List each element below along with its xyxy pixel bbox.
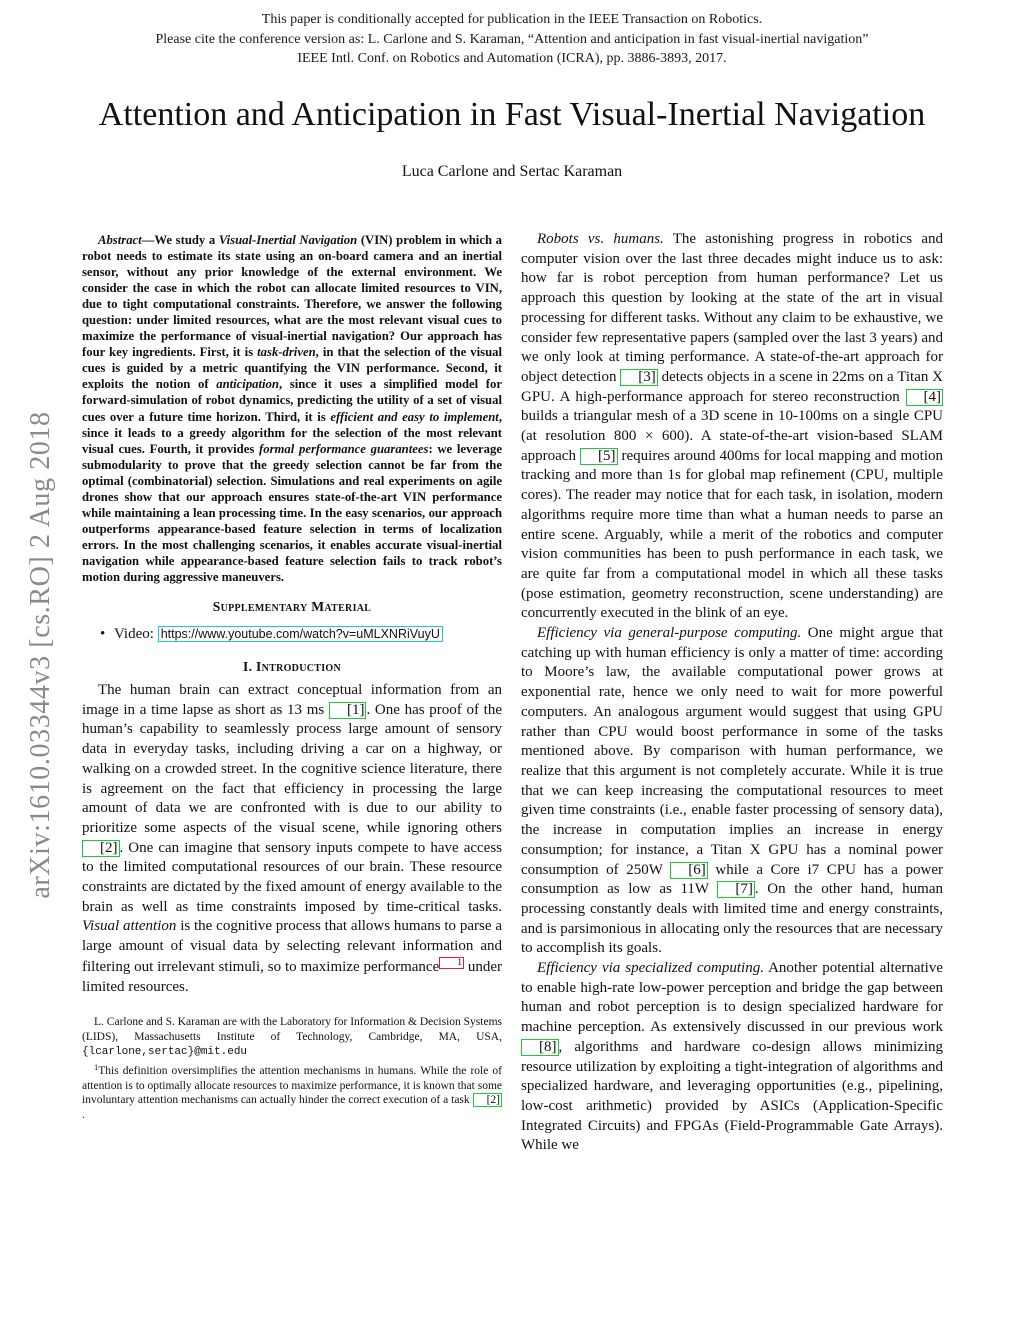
affiliation-text: L. Carlone and S. Karaman are with the Laboratory for Information & Decision Systems (LIDS), Massachusetts Institute of Technology, Cambridge, MA, USA, xyxy=(82,1016,502,1043)
paragraph-text: requires around 400ms for local mapping and motion tracking and more than 1s for global map refinement (CPU, multiple cores). The reader may notice that for each task, in isolation, modern algorithms require more time than what a human needs to parse an entire scene. Arguably, while a merit of the robotics and computer vision communities has been to push performance in each task, we are quite far from a computational model in which all these tasks (pose estimation, geometry reconstruction, scene understanding) are concurrently executed in the blink of an eye. xyxy=(521,447,943,622)
intro-text: is the cognitive process that allows humans to parse a large amount of visual data by selecting relevant information and filtering out irrelevant stimuli, so to maximize performance xyxy=(82,918,502,975)
abstract-text: : we leverage submodularity to prove that the greedy selection cannot be far from the optimal (combinatorial) selection. Simulations and real experiments on agile drones show that our approach ensures state-of-the-art VIN performance while maintaining a lean processing time. In the easy scenarios, our approach outperforms appearance-based feature selection in terms of localization errors. In the most challenging scenarios, it enables accurate visual-inertial navigation while appearance-based feature selection fails to track robot’s motion during aggressive maneuvers. xyxy=(82,441,502,584)
video-label: Video: xyxy=(114,626,158,643)
footnote-1 xyxy=(82,1060,502,1122)
intro-text: . One has proof of the human’s capability to seamlessly process large amount of sensory data in everyday tasks, including driving a car on a highway, or walking on a crowded street. In the cognitive science literature, there is agreement on the fact that efficiency in processing the large amount of data we are confronted with is due to our ability to prioritize some aspects of the visual scene, while ignoring others xyxy=(82,701,502,836)
paragraph-text: One might argue that catching up with human efficiency is only a matter of time: according to Moore’s law, the available computational power grows at exponential rate, hence we only need to wait for more powerful computers. An analogous argument would suggest that using GPU rather than CPU would boost performance in some of the tasks mentioned above. By comparison with human performance, we realize that this argument is not completely accurate. While it is true that we can keep increasing the computational resources to meet given time constraints (i.e., enable faster processing of sensory data), the increase in computation implies an increase in energy consumption; for instance, a Titan X GPU has a nominal power consumption of 250W xyxy=(521,625,944,878)
left-column xyxy=(82,232,502,1122)
video-link[interactable]: https://www.youtube.com/watch?v=uMLXNRiVuyU xyxy=(158,626,443,642)
footnote-text: . xyxy=(82,1108,85,1121)
paragraph-lead: Efficiency via specialized computing. xyxy=(537,960,764,977)
citation-link[interactable]: [8] xyxy=(521,1039,559,1056)
footnotes xyxy=(82,1015,502,1122)
notice-line-1: This paper is conditionally accepted for publication in the IEEE Transaction on Robotics. xyxy=(261,12,763,27)
abstract-emphasis: efficient and easy to implement xyxy=(330,409,499,424)
abstract-emphasis: task-driven xyxy=(257,345,316,360)
arxiv-stamp-text: arXiv:1610.03344v3 [cs.RO] 2 Aug 2018 xyxy=(25,411,56,899)
notice-line-3: IEEE Intl. Conf. on Robotics and Automation (ICRA), pp. 3886-3893, 2017. xyxy=(297,51,727,66)
video-item xyxy=(82,624,502,644)
abstract-label: Abstract xyxy=(98,233,142,247)
intro-emphasis: Visual attention xyxy=(82,918,177,935)
citation-link[interactable]: [6] xyxy=(670,862,708,879)
abstract-emphasis: Visual-Inertial Navigation xyxy=(218,233,358,247)
footnote-number: 1 xyxy=(94,1062,99,1073)
author-emails: {lcarlone,sertac}@mit.edu xyxy=(82,1046,248,1059)
paragraph-text: builds a triangular mesh of a 3D scene in 10-100ms on a single CPU (at resolution 800 × 600). A state-of-the-art vision-based SLAM approach xyxy=(521,408,943,464)
intro-text: under limited resources. xyxy=(82,958,503,995)
citation-link[interactable]: [2] xyxy=(473,1093,502,1107)
section-number: I. xyxy=(242,659,256,675)
robots-vs-humans-paragraph xyxy=(521,230,943,624)
abstract-text: , since it uses a simplified model for forward-simulation of robot dynamics, predicting the utility of a set of visual cues over a future time horizon. Third, it is xyxy=(82,377,503,424)
affiliation-footnote xyxy=(82,1015,502,1060)
citation-link[interactable]: [5] xyxy=(580,448,618,465)
paper-authors: Luca Carlone and Sertac Karaman xyxy=(401,163,623,180)
general-purpose-computing-paragraph xyxy=(521,624,943,959)
citation-link[interactable]: [1] xyxy=(329,702,367,719)
abstract-emphasis: formal performance guarantees xyxy=(259,441,429,456)
specialized-computing-paragraph xyxy=(521,959,943,1156)
arxiv-stamp xyxy=(23,355,59,955)
abstract-text: , since it leads to a greedy algorithm for the selection of the most relevant visual cues. Fourth, it provides xyxy=(82,409,502,456)
publication-notice xyxy=(0,10,1024,69)
citation-link[interactable]: [4] xyxy=(906,389,944,406)
paragraph-text: . On the other hand, human processing constantly deals with limited time and energy constraints, and is parsimonious in allocating only the resources that are necessary to accomplish its goals. xyxy=(521,881,943,957)
bullet-icon: • xyxy=(100,626,106,643)
paragraph-text: detects objects in a scene in 22ms on a Titan X GPU. A high-performance approach for stereo reconstruction xyxy=(521,368,943,405)
abstract-emphasis: anticipation xyxy=(216,377,279,392)
footnote-link[interactable]: 1 xyxy=(439,957,464,969)
paragraph-text: The astonishing progress in robotics and computer vision over the last three decades might induce us to ask: how far is robot perception from human performance? Let us approach this question by looking at the state of the art in visual processing for different tasks. Without any claim to be exhaustive, we consider few representative papers (sampled over the last 3 years) and we only look at timing performance. A state-of-the-art approach for object detection xyxy=(521,231,944,385)
abstract-text: (VIN) problem in which a robot needs to estimate its state using an on-board camera and an inertial sensor, without any prior knowledge of the external environment. We consider the case in which the robot can allocate limited resources to VIN, due to tight computational constraints. Therefore, we answer the following question: under limited resources, what are the most relevant visual cues to maximize the performance of visual-inertial navigation? Our approach has four key ingredients. First, it is xyxy=(82,233,502,360)
citation-link[interactable]: [2] xyxy=(82,840,120,857)
introduction-heading xyxy=(82,658,502,675)
abstract xyxy=(82,232,502,585)
abstract-text: —We study a xyxy=(141,233,219,247)
supplementary-heading: Supplementary Material xyxy=(212,599,372,615)
right-column xyxy=(521,230,943,1156)
paragraph-lead: Efficiency via general-purpose computing. xyxy=(537,625,802,642)
abstract-text: , in that the selection of the visual cues is guided by a metric quantifying the VIN performance. Second, it exploits the notion of xyxy=(82,345,502,392)
notice-line-2: Please cite the conference version as: L. Carlone and S. Karaman, “Attention and anticipation in fast visual-inertial navigation” xyxy=(155,31,869,47)
paragraph-text: Another potential alternative to enable high-rate low-power perception and bridge the gap between human and robot perception is to design specialized hardware for machine perception. As extensively discussed in our previous work xyxy=(521,960,943,1036)
paragraph-text: , algorithms and hardware co-design allows minimizing resource utilization by exploiting a tight-integration of algorithms and specialized hardware, and leveraging opportunities (e.g., pipelining, low-cost arithmetic) provided by ASICs (Application-Specific Integrated Circuits) and FPGAs (Field-Programmable Gate Arrays). While we xyxy=(521,1038,943,1154)
footnote-text: This definition oversimplifies the attention mechanisms in humans. While the role of attention is to optimally allocate resources to maximize performance, it is known that some involuntary attention mechanisms can actually hinder the correct execution of a task xyxy=(82,1065,502,1107)
paper-title: Attention and Anticipation in Fast Visual-Inertial Navigation xyxy=(98,96,926,133)
intro-text: The human brain can extract conceptual information from an image in a time lapse as short as 13 ms xyxy=(82,682,502,718)
intro-paragraph xyxy=(82,681,502,997)
paragraph-lead: Robots vs. humans. xyxy=(537,231,664,247)
intro-text: . One can imagine that sensory inputs compete to have access to the limited computational resources of our brain. These resource constraints are dictated by the fixed amount of energy available to the brain as well as time constraints imposed by time-critical tasks. xyxy=(82,839,502,915)
paragraph-text: while a Core i7 CPU has a power consumption as low as 11W xyxy=(521,861,943,898)
section-title: Introduction xyxy=(255,659,341,675)
citation-link[interactable]: [7] xyxy=(717,881,755,898)
citation-link[interactable]: [3] xyxy=(620,369,658,386)
